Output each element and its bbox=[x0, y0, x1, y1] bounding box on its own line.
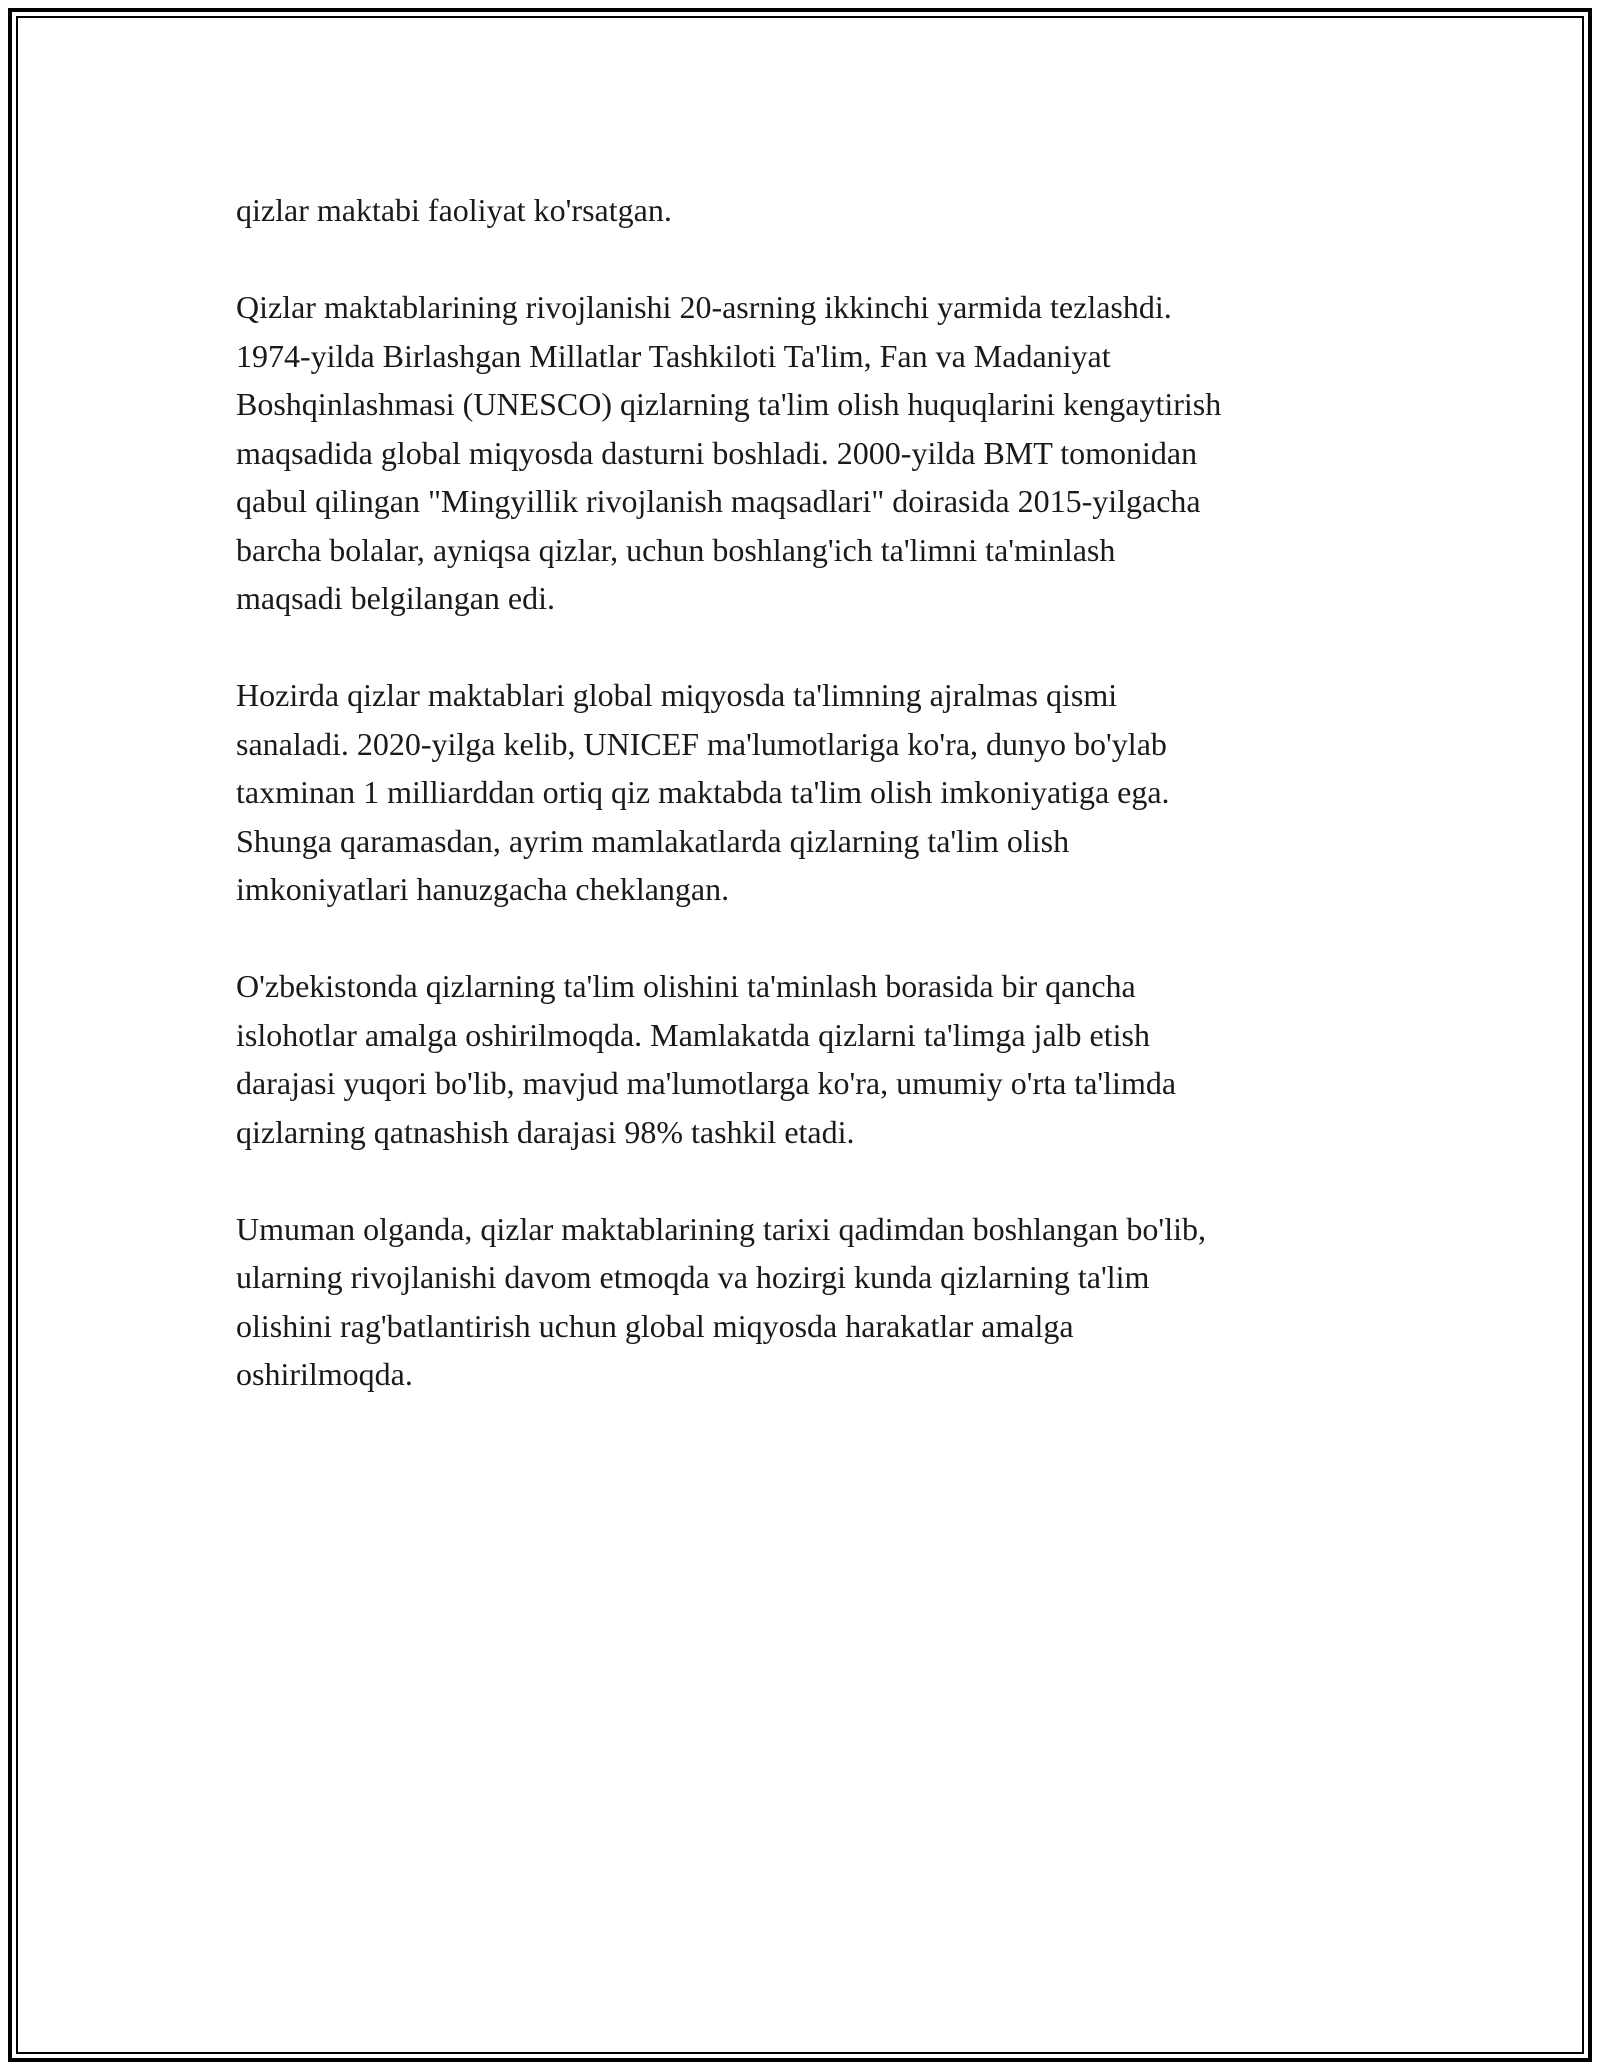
paragraph: Hozirda qizlar maktablari global miqyosda ta'limning ajralmas qismi sanaladi. 2020-yilga kelib, UNICEF ma'lumotlariga ko'ra, dunyo bo'ylab taxminan 1 milliarddan ortiq qiz maktabda ta'lim olish imkoniyatiga ega. Shunga qaramasdan, ayrim mamlakatlarda qizlarning ta'lim olish imkoniyatlari hanuzgacha cheklangan. bbox=[236, 677, 1170, 907]
paragraph: qizlar maktabi faoliyat ko'rsatgan. bbox=[236, 192, 672, 228]
document-body bbox=[236, 186, 1376, 1447]
paragraph: Qizlar maktablarining rivojlanishi 20-asrning ikkinchi yarmida tezlashdi. 1974-yilda Birlashgan Millatlar Tashkiloti Ta'lim, Fan va Madaniyat Boshqinlashmasi (UNESCO) qizlarning ta'lim olish huquqlarini kengaytirish maqsadida global miqyosda dasturni boshladi. 2000-yilda BMT tomonidan qabul qilingan "Mingyillik rivojlanish maqsadlari" doirasida 2015-yilgacha barcha bolalar, ayniqsa qizlar, uchun boshlang'ich ta'limni ta'minlash maqsadi belgilangan edi. bbox=[236, 289, 1222, 616]
paragraph: Umuman olganda, qizlar maktablarining tarixi qadimdan boshlangan bo'lib, ularning rivojlanishi davom etmoqda va hozirgi kunda qizlarning ta'lim olishini rag'batlantirish uchun global miqyosda harakatlar amalga oshirilmoqda. bbox=[236, 1210, 1206, 1392]
paragraph: O'zbekistonda qizlarning ta'lim olishini ta'minlash borasida bir qancha islohotlar amalga oshirilmoqda. Mamlakatda qizlarni ta'limga jalb etish darajasi yuqori bo'lib, mavjud ma'lumotlarga ko'ra, umumiy o'rta ta'limda qizlarning qatnashish darajasi 98% tashkil etadi. bbox=[236, 968, 1177, 1150]
